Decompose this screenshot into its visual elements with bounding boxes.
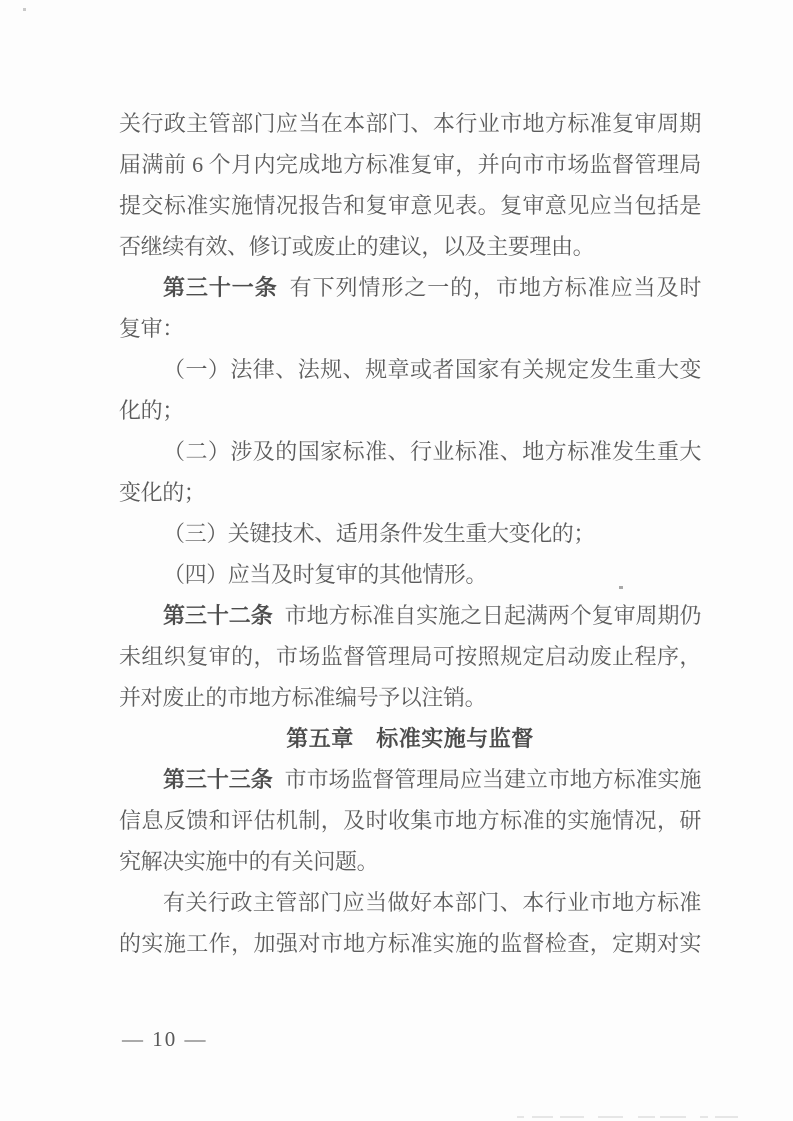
article-text: 市地方标准自实施之日起满两个复审周期仍 — [284, 603, 701, 628]
page-number: — 10 — — [122, 1027, 208, 1051]
body-line: 复审： — [119, 316, 184, 341]
clause-line: （一）法律、法规、规章或者国家有关规定发生重大变 — [163, 357, 701, 382]
body-line: 的实施工作，加强对市地方标准实施的监督检查，定期对实 — [119, 931, 701, 956]
scan-artifact — [638, 1116, 655, 1118]
scan-artifact — [660, 1116, 686, 1118]
document-body — [119, 103, 701, 964]
scan-artifact — [560, 1116, 584, 1118]
body-line: 变化的； — [119, 480, 206, 505]
scan-artifact — [532, 1116, 553, 1118]
article-text: 市市场监督管理局应当建立市地方标准实施 — [284, 767, 701, 792]
body-line: 未组织复审的，市场监督管理局可按照规定启动废止程序， — [119, 644, 701, 669]
clause-line: （二）涉及的国家标准、行业标准、地方标准发生重大 — [163, 439, 701, 464]
article-number: 第三十二条 — [163, 603, 273, 628]
body-line: 化的； — [119, 398, 184, 423]
article-number: 第三十一条 — [163, 275, 278, 300]
article-number: 第三十三条 — [163, 767, 273, 792]
scan-artifact — [700, 1116, 708, 1118]
paragraph-start-line: 有关行政主管部门应当做好本部门、本行业市地方标准 — [163, 890, 701, 915]
article-start-line — [119, 267, 701, 308]
article-start-line — [119, 595, 701, 636]
scan-artifact — [517, 1116, 524, 1118]
body-line: 否继续有效、修订或废止的建议，以及主要理由。 — [119, 234, 595, 259]
article-start-line — [119, 759, 701, 800]
body-line: 信息反馈和评估机制，及时收集市地方标准的实施情况，研 — [119, 808, 701, 833]
body-line: 并对废止的市地方标准编号予以注销。 — [119, 685, 487, 710]
chapter-heading: 第五章 标准实施与监督 — [286, 726, 534, 751]
scan-artifact — [598, 1116, 623, 1118]
clause-line: （四）应当及时复审的其他情形。 — [163, 562, 488, 587]
article-text: 有下列情形之一的，市地方标准应当及时 — [289, 275, 701, 300]
body-line: 关行政主管部门应当在本部门、本行业市地方标准复审周期 — [119, 111, 701, 136]
body-line: 届满前 6 个月内完成地方标准复审，并向市市场监督管理局 — [119, 152, 701, 177]
scan-artifact — [23, 8, 26, 11]
clause-line: （三）关键技术、适用条件发生重大变化的； — [163, 521, 596, 546]
scan-artifact — [619, 586, 623, 589]
body-line: 提交标准实施情况报告和复审意见表。复审意见应当包括是 — [119, 193, 701, 218]
body-line: 究解决实施中的有关问题。 — [119, 849, 379, 874]
scan-artifact — [715, 1116, 738, 1118]
